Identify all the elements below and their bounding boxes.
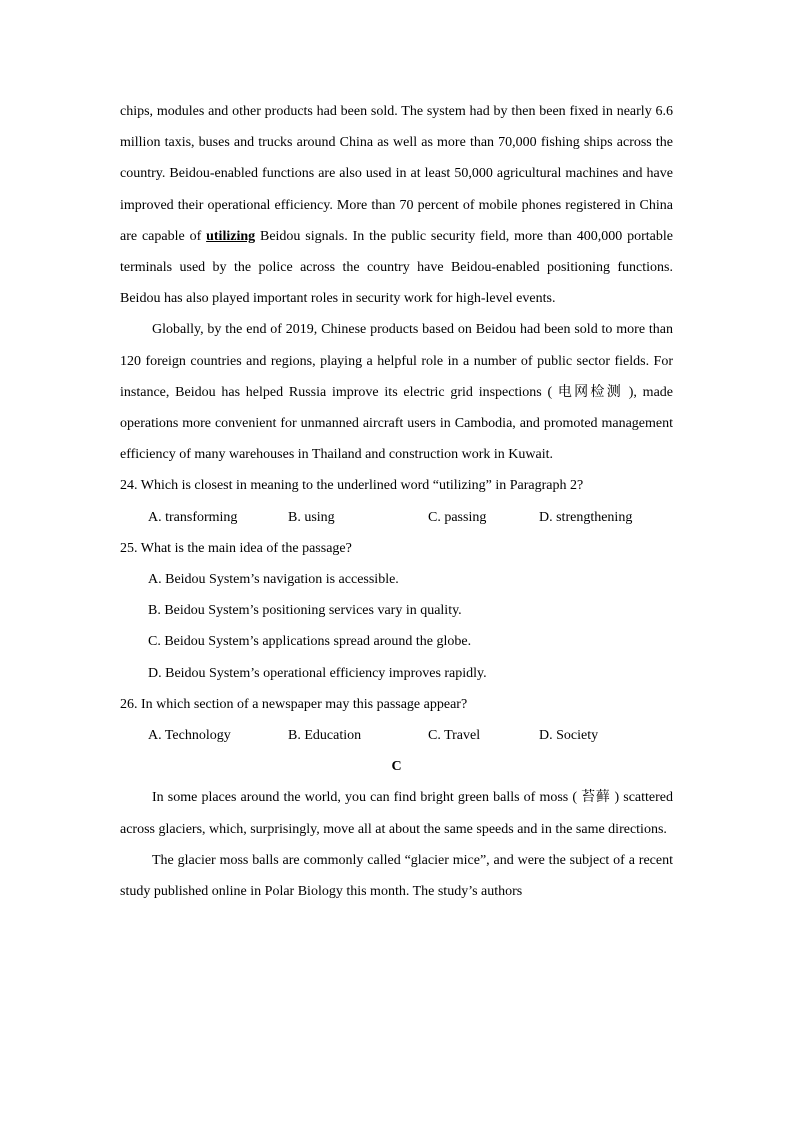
option-c: C. passing bbox=[428, 509, 487, 525]
option-a: A. Beidou System’s navigation is accessible. bbox=[148, 572, 399, 588]
section-heading: C bbox=[391, 759, 402, 775]
paragraph-text: Beidou signals. In the public security field, more than 400,000 portable terminals used by the police across the country have Beidou-enabled positioning functions. Beidou has also played important roles in security work for high-level events. bbox=[120, 228, 673, 307]
option-d: D. Beidou System’s operational efficiency improves rapidly. bbox=[148, 665, 487, 681]
passage-c-paragraph-1: In some places around the world, you can find bright green balls of moss ( 苔藓 ) scattered across glaciers, which, surprisingly, move all at about the same speeds and in the same directions. bbox=[120, 790, 673, 837]
option-d: D. Society bbox=[539, 728, 599, 744]
question-24-options bbox=[120, 502, 673, 533]
option-b: B. using bbox=[288, 509, 335, 525]
option-c: C. Beidou System’s applications spread around the globe. bbox=[148, 634, 472, 650]
option-b: B. Education bbox=[288, 728, 362, 744]
option-b: B. Beidou System’s positioning services vary in quality. bbox=[148, 603, 462, 619]
question-26-stem: 26. In which section of a newspaper may this passage appear? bbox=[120, 696, 468, 712]
passage-c-paragraph-2: The glacier moss balls are commonly called “glacier mice”, and were the subject of a recent study published online in Polar Biology this month. The study’s authors bbox=[120, 852, 673, 900]
paragraph-text: chips, modules and other products had been sold. The system had by then been fixed in nearly 6.6 million taxis, buses and trucks around China as well as more than 70,000 fishing ships across the country. Beidou-enabled functions are also used in at least 50,000 agricultural machines and have improved their operational efficiency. More than 70 percent of mobile phones registered in China are capable of bbox=[120, 104, 673, 244]
page-content bbox=[120, 96, 673, 907]
passage-b-paragraph-2: Globally, by the end of 2019, Chinese products based on Beidou had been sold to more than 120 foreign countries and regions, playing a helpful role in a number of public sector fields. For instance, Beidou has helped Russia improve its electric grid inspections ( 电网检测 ), made operations more convenient for unmanned aircraft users in Cambodia, and promoted management efficiency of many warehouses in Thailand and construction work in Kuwait. bbox=[120, 322, 673, 463]
option-c: C. Travel bbox=[428, 728, 481, 744]
question-24-stem: 24. Which is closest in meaning to the underlined word “utilizing” in Paragraph 2? bbox=[120, 478, 584, 494]
question-25-stem: 25. What is the main idea of the passage? bbox=[120, 540, 352, 556]
question-26-options bbox=[120, 720, 673, 751]
underlined-word: utilizing bbox=[206, 228, 256, 244]
option-d: D. strengthening bbox=[539, 509, 633, 525]
option-a: A. Technology bbox=[148, 728, 231, 744]
passage-b-paragraph-1 bbox=[120, 96, 673, 314]
option-a: A. transforming bbox=[148, 509, 238, 525]
